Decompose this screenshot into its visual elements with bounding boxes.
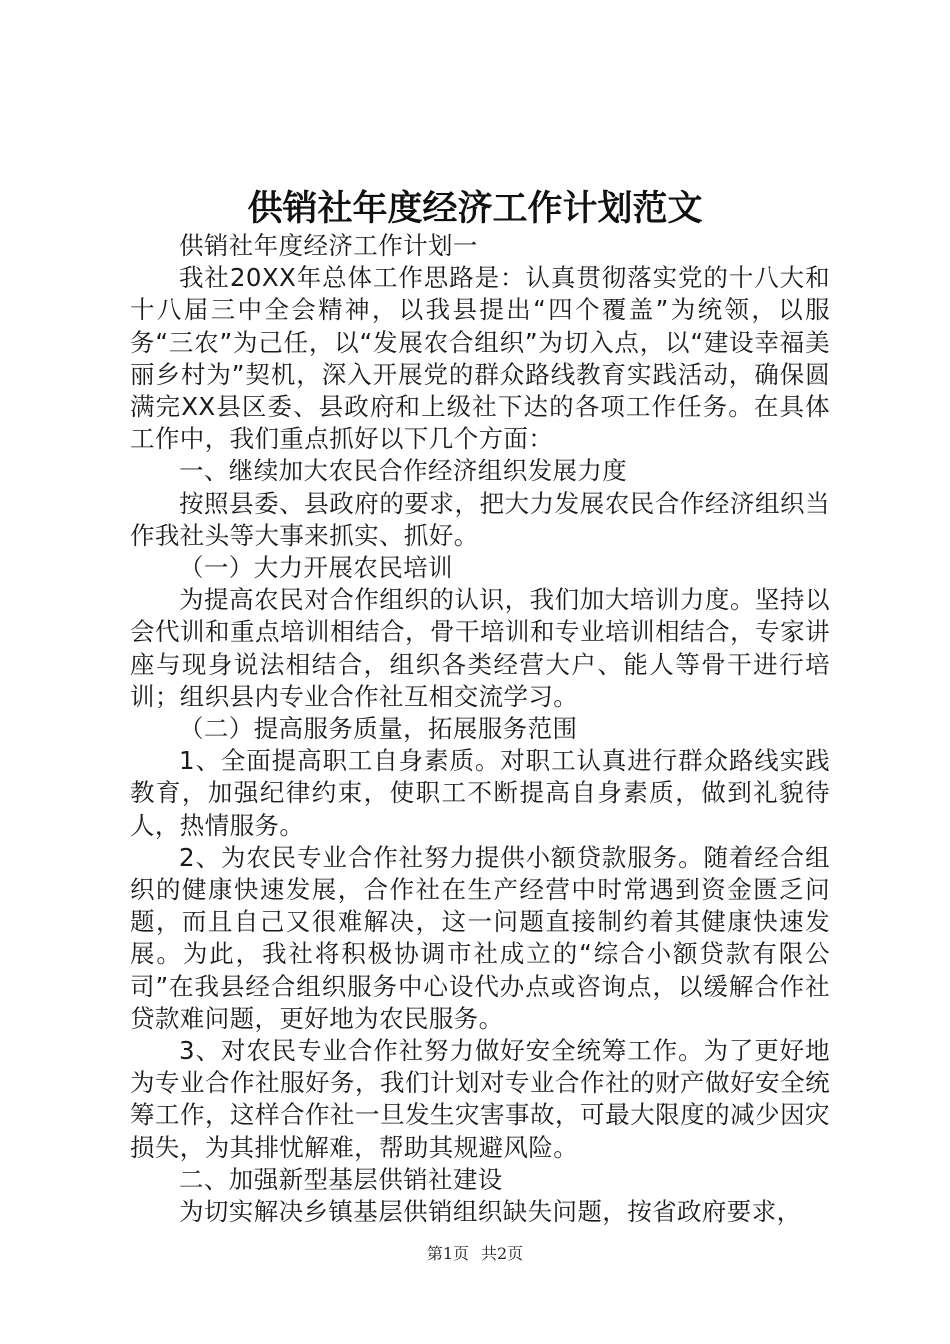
subsection-heading: （一）大力开展农民培训 — [179, 553, 453, 583]
paragraph: 为提高农民对合作组织的认识，我们加大培训力度。坚持以会代训和重点培训相结合，骨干培训和专业培训相结合，专家讲座与现身说法相结合，组织各类经营大户、能人等骨干进行培训；组织县内专业合作社互相交流学习。 — [130, 585, 830, 711]
paragraph: 按照县委、县政府的要求，把大力发展农民合作经济组织当作我社头等大事来抓实、抓好。 — [130, 488, 830, 550]
section-heading-1: 一、继续加大农民合作经济组织发展力度 — [179, 456, 628, 486]
paragraph-subtitle: 供销社年度经济工作计划一 — [179, 231, 478, 260]
page-total: 共2页 — [481, 1244, 524, 1263]
paragraph: 2、为农民专业合作社努力提供小额贷款服务。随着经合组织的健康快速发展，合作社在生产经营中时常遇到资金匮乏问题，而且自己又很难解决，这一问题直接制约着其健康快速发展。为此，我社将积极协调市社成立的“综合小额贷款有限公司”在我县经合组织服务中心设代办点或咨询点，以缓解合作社贷款难问题，更好地为农民服务。 — [130, 842, 830, 1033]
section-heading-2: 二、加强新型基层供销社建设 — [179, 1164, 503, 1194]
paragraph: 3、对农民专业合作社努力做好安全统筹工作。为了更好地为专业合作社服好务，我们计划对专业合作社的财产做好安全统筹工作，这样合作社一旦发生灾害事故，可最大限度的减少因灾损失，为其排忧解难，帮助其规避风险。 — [130, 1036, 830, 1162]
page-number: 第1页 — [426, 1244, 469, 1263]
paragraph: 为切实解决乡镇基层供销组织缺失问题，按省政府要求， — [179, 1197, 802, 1227]
document-title: 供销社年度经济工作计划范文 — [247, 188, 703, 229]
paragraph-overview: 我社20XX年总体工作思路是：认真贯彻落实党的十八大和十八届三中全会精神，以我县提出“四个覆盖”为统领，以服务“三农”为己任，以“发展农合组织”为切入点，以“建设幸福美丽乡村为”契机，深入开展党的群众路线教育实践活动，确保圆满完XX县区委、县政府和上级社下达的各项工作任务。在具体工作中，我们重点抓好以下几个方面： — [130, 263, 830, 454]
paragraph: 1、全面提高职工自身素质。对职工认真进行群众路线实践教育，加强纪律约束，使职工不断提高自身素质，做到礼貌待人，热情服务。 — [130, 746, 830, 840]
page-footer — [0, 1244, 950, 1264]
subsection-heading: （二）提高服务质量，拓展服务范围 — [179, 714, 578, 744]
document-body — [130, 230, 830, 1228]
